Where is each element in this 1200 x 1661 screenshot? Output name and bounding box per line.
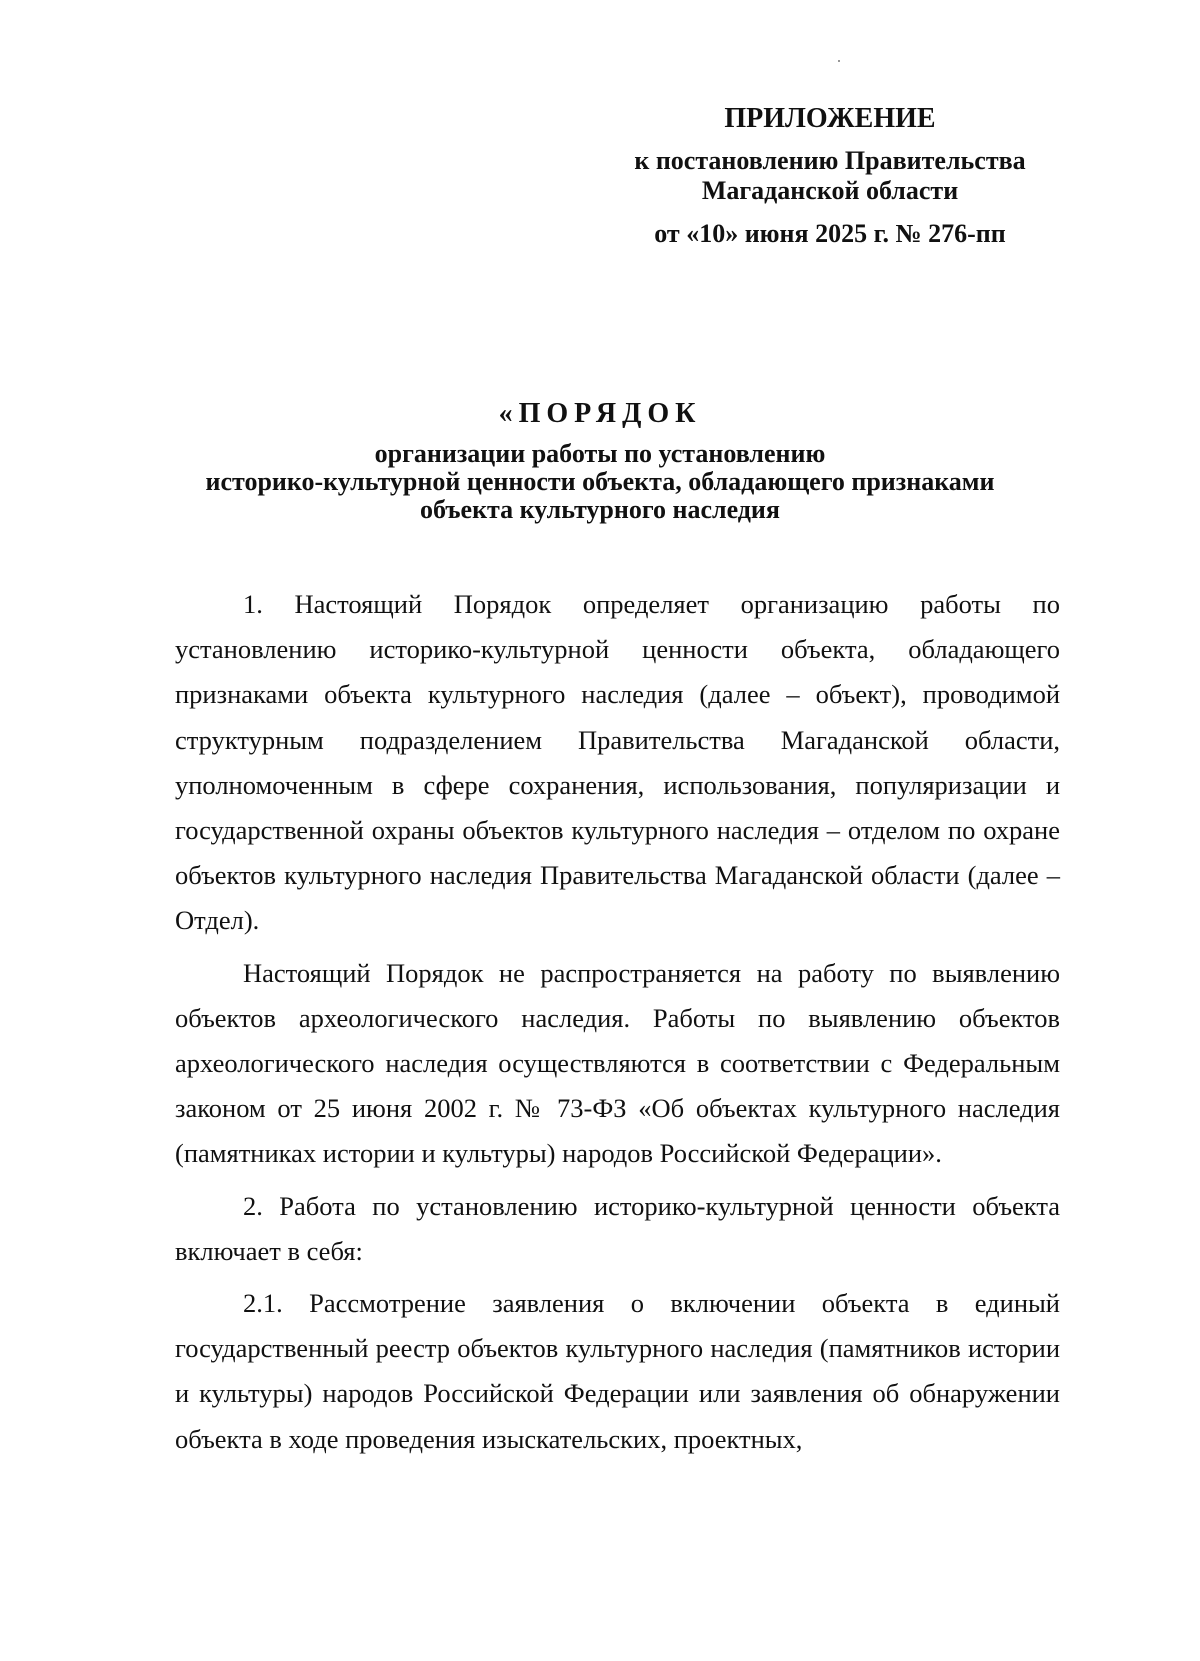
document-subtitle-line-2: историко-культурной ценности объекта, обладающего признаками xyxy=(205,467,995,496)
appendix-reference xyxy=(560,146,1100,206)
document-body xyxy=(175,582,1060,1469)
paragraph-1: 1. Настоящий Порядок определяет организацию работы по установлению историко-культурной ценности объекта, обладающего признаками объекта культурного наследия (далее – объект), проводимой структурным подразделением Правительства Магаданской области, уполномоченным в сфере сохранения, использования, популяризации и государственной охраны объектов культурного наследия – отделом по охране объектов культурного наследия Правительства Магаданской области (далее – Отдел). xyxy=(175,589,1060,936)
appendix-reference-line-2: Магаданской области xyxy=(701,176,959,205)
document-subtitle-line-1: организации работы по установлению xyxy=(374,439,826,468)
appendix-date: от «10» июня 2025 г. № 276-пп xyxy=(654,219,1006,248)
document-subtitle-line-3: объекта культурного наследия xyxy=(420,495,780,524)
paragraph-3: 2. Работа по установлению историко-культурной ценности объекта включает в себя: xyxy=(175,1190,1060,1266)
paragraph-4: 2.1. Рассмотрение заявления о включении объекта в единый государственный реестр объектов культурного наследия (памятников истории и культуры) народов Российской Федерации или заявления об обнаружении объекта в ходе проведения изыскательских, проектных, xyxy=(175,1288,1060,1454)
appendix-reference-line-1: к постановлению Правительства xyxy=(634,146,1026,175)
paragraph-2: Настоящий Порядок не распространяется на работу по выявлению объектов археологического наследия. Работы по выявлению объектов археологического наследия осуществляются в соответствии с Федеральным законом от 25 июня 2002 г. № 73-ФЗ «Об объектах культурного наследия (памятниках истории и культуры) народов Российской Федерации». xyxy=(175,957,1060,1169)
appendix-title: ПРИЛОЖЕНИЕ xyxy=(724,103,936,134)
document-title: «ПОРЯДОК xyxy=(498,398,702,429)
scan-speck xyxy=(838,60,840,62)
document-subtitle xyxy=(130,440,1070,524)
